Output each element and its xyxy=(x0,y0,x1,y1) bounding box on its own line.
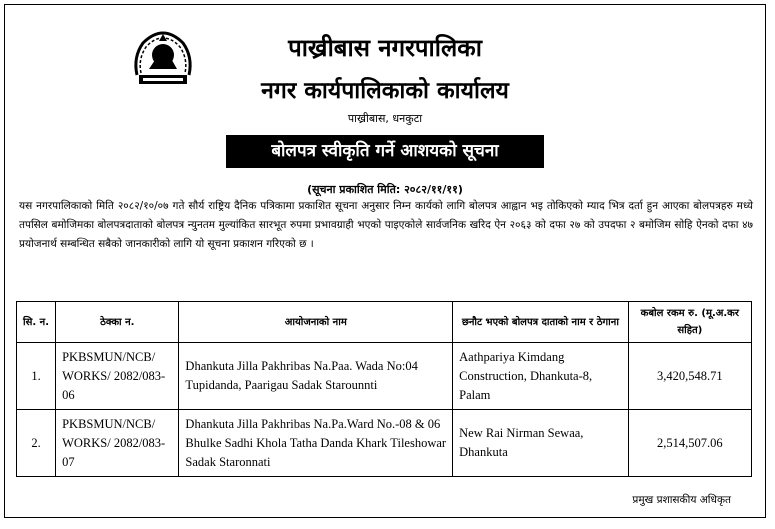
signatory: प्रमुख प्रशासकीय अधिकृत xyxy=(632,494,731,506)
header-amount: कबोल रकम रु. (मू.अ.कर सहित) xyxy=(628,302,751,343)
office-address: पाख्रीबास, धनकुटा xyxy=(347,112,423,125)
row-bidder: Aathpariya Kimdang Construction, Dhankuta-8, Palam xyxy=(453,343,628,410)
row-contract-no: PKBSMUN/NCB/ WORKS/ 2082/083-07 xyxy=(56,410,179,477)
office-name: नगर कार्यपालिकाको कार्यालय xyxy=(261,78,509,104)
table-row xyxy=(17,343,752,410)
row-amount: 3,420,548.71 xyxy=(628,343,751,410)
header-bidder: छनौट भएको बोलपत्र दाताको नाम र ठेगाना xyxy=(453,302,628,343)
header-sn: सि. न. xyxy=(17,302,56,343)
row-sn: 1. xyxy=(17,343,56,410)
row-project: Dhankuta Jilla Pakhribas Na.Paa. Wada No:04 Tupidanda, Paarigau Sadak Starounnti xyxy=(179,343,453,410)
header-contract-no: ठेक्का न. xyxy=(56,302,179,343)
row-bidder: New Rai Nirman Sewaa, Dhankuta xyxy=(453,410,628,477)
row-amount: 2,514,507.06 xyxy=(628,410,751,477)
notice-title: बोलपत्र स्वीकृति गर्ने आशयको सूचना xyxy=(226,135,544,168)
table-row xyxy=(17,410,752,477)
row-project: Dhankuta Jilla Pakhribas Na.Pa.Ward No.-08 & 06 Bhulke Sadhi Khola Tatha Danda Khark Tileshowar Sadak Staronnati xyxy=(179,410,453,477)
municipality-name: पाख्रीबास नगरपालिका xyxy=(288,34,482,62)
header-project: आयोजनाको नाम xyxy=(179,302,453,343)
table-header-row xyxy=(17,302,752,343)
row-contract-no: PKBSMUN/NCB/ WORKS/ 2082/083-06 xyxy=(56,343,179,410)
notice-body: यस नगरपालिकाको मिति २०८२/१०/०७ गते सौर्य राष्ट्रिय दैनिक पत्रिकामा प्रकाशित सूचना अनुसार निम्न कार्यको लागि बोलपत्र आह्वान भइ तोकिएको म्याद भित्र दर्ता हुन आएका बोलपत्रहरु मध्ये तपसिल बमोजिमका बोलपत्रदाताको बोलपत्र न्युनतम मुल्यांकित सारभूत रुपमा प्रभावग्राही भएको पाइएकोले सार्वजनिक खरिद ऐन २०६३ को दफा २७ को उपदफा २ बमोजिम सोहि ऐनको दफा ४७ प्रयोजनार्थ सम्बन्धित सबैको जानकारीको लागि यो सूचना प्रकाशन गरिएको छ । xyxy=(19,200,753,250)
bid-table xyxy=(16,301,752,477)
row-sn: 2. xyxy=(17,410,56,477)
publish-date: (सूचना प्रकाशित मिति: २०८२/११/११) xyxy=(307,183,463,196)
